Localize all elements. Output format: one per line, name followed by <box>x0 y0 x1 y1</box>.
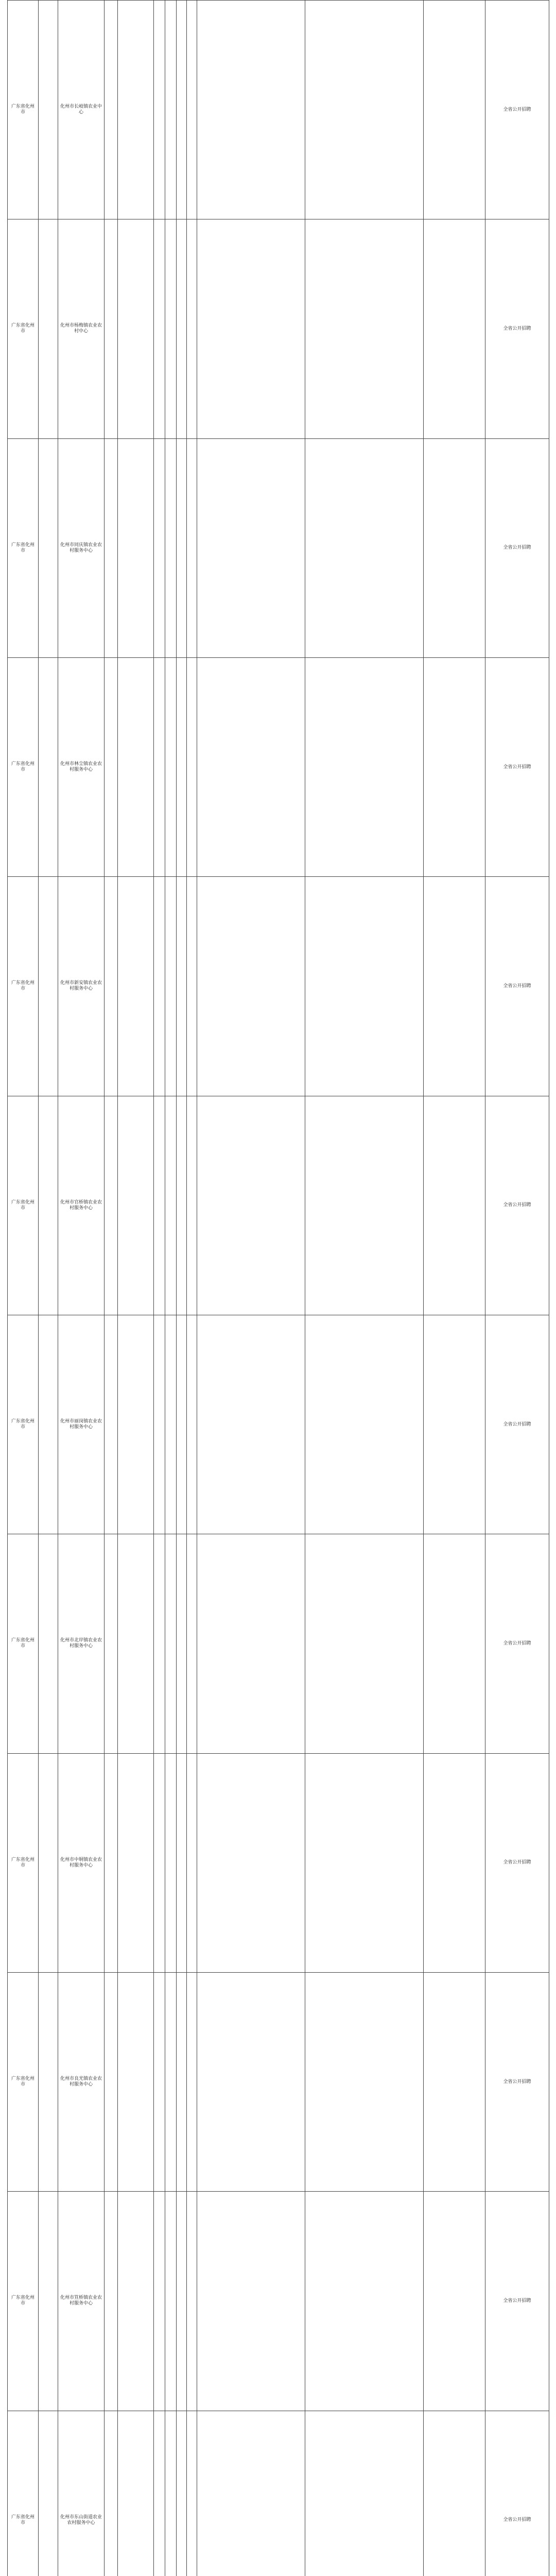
table-cell: 广东省化州市 <box>8 657 39 876</box>
table-row <box>8 877 549 1096</box>
table-cell <box>105 1 118 219</box>
table-cell <box>154 657 165 876</box>
table-cell: 化州市丽岗镇农业农村服务中心 <box>58 1315 105 1534</box>
table-cell <box>424 438 485 657</box>
table-cell <box>105 438 118 657</box>
table-cell <box>424 1753 485 1972</box>
table-cell <box>177 1315 187 1534</box>
table-cell: 广东省化州市 <box>8 2192 39 2411</box>
table-cell: 全省公开招聘 <box>485 2411 549 2576</box>
table-body <box>8 1 549 2576</box>
table-cell <box>197 1753 305 1972</box>
table-cell <box>118 1096 154 1315</box>
document <box>7 0 549 2576</box>
table-cell <box>187 657 197 876</box>
table-cell: 化州市杨梅镇农业农村中心 <box>58 219 105 438</box>
table-cell <box>177 438 187 657</box>
table-row <box>8 2411 549 2576</box>
table-cell <box>154 1 165 219</box>
table-cell <box>165 1 177 219</box>
table-cell <box>105 657 118 876</box>
table-cell <box>305 219 424 438</box>
table-cell <box>187 1534 197 1753</box>
table-cell <box>105 1096 118 1315</box>
table-cell <box>197 2411 305 2576</box>
table-row <box>8 219 549 438</box>
table-cell <box>177 2411 187 2576</box>
table-cell: 化州市长岐镇农业中心 <box>58 1 105 219</box>
table-cell: 化州市官桥镇农业农村服务中心 <box>58 1096 105 1315</box>
table-cell <box>197 1972 305 2191</box>
table-cell <box>177 1753 187 1972</box>
table-cell <box>187 1315 197 1534</box>
table-cell <box>305 877 424 1096</box>
table-cell <box>197 438 305 657</box>
table-cell: 广东省化州市 <box>8 2411 39 2576</box>
table-row <box>8 1 549 219</box>
table-cell <box>165 1534 177 1753</box>
table-cell <box>424 2411 485 2576</box>
table-cell <box>39 1753 58 1972</box>
table-cell <box>118 2192 154 2411</box>
table-cell <box>165 219 177 438</box>
table-cell: 广东省化州市 <box>8 438 39 657</box>
table-cell <box>177 1096 187 1315</box>
table-cell <box>165 1096 177 1315</box>
table-cell <box>305 438 424 657</box>
table-cell <box>118 1534 154 1753</box>
table-cell <box>197 1096 305 1315</box>
table-cell <box>165 877 177 1096</box>
table-cell <box>177 219 187 438</box>
table-cell <box>305 1972 424 2191</box>
table-row <box>8 1315 549 1534</box>
table-cell <box>118 877 154 1096</box>
table-cell <box>424 1534 485 1753</box>
table-cell <box>424 1972 485 2191</box>
table-cell <box>154 1315 165 1534</box>
table-cell <box>105 219 118 438</box>
table-cell: 广东省化州市 <box>8 1534 39 1753</box>
table-cell <box>305 1096 424 1315</box>
table-cell: 化州市林尘镇农业农村服务中心 <box>58 657 105 876</box>
table-cell: 广东省化州市 <box>8 1972 39 2191</box>
table-cell <box>105 1315 118 1534</box>
table-cell <box>165 2411 177 2576</box>
table-cell <box>118 2411 154 2576</box>
table-cell <box>39 438 58 657</box>
table-cell <box>305 657 424 876</box>
table-cell <box>305 1753 424 1972</box>
table-cell <box>197 1315 305 1534</box>
table-cell <box>154 219 165 438</box>
table-cell <box>154 1753 165 1972</box>
table-cell <box>154 1096 165 1315</box>
table-cell <box>197 219 305 438</box>
table-cell <box>424 657 485 876</box>
table-cell <box>165 438 177 657</box>
table-cell <box>154 1534 165 1753</box>
table-row <box>8 1753 549 1972</box>
table-cell: 全省公开招聘 <box>485 657 549 876</box>
table-cell: 全省公开招聘 <box>485 1972 549 2191</box>
table-row <box>8 1096 549 1315</box>
table-cell <box>105 877 118 1096</box>
table-cell <box>118 1315 154 1534</box>
table-cell <box>118 1753 154 1972</box>
table-cell: 广东省化州市 <box>8 877 39 1096</box>
table-cell <box>305 2411 424 2576</box>
table-cell: 化州市同庆镇农业农村服务中心 <box>58 438 105 657</box>
table-cell <box>39 1534 58 1753</box>
table-cell <box>197 1 305 219</box>
table-cell: 全省公开招聘 <box>485 219 549 438</box>
table-cell <box>305 1534 424 1753</box>
table-cell: 全省公开招聘 <box>485 1753 549 1972</box>
table-row <box>8 2192 549 2411</box>
table-cell <box>105 1972 118 2191</box>
table-cell <box>187 1753 197 1972</box>
table-cell <box>197 2192 305 2411</box>
recruitment-table <box>7 0 549 2576</box>
table-cell <box>39 1972 58 2191</box>
table-cell <box>39 1 58 219</box>
table-row <box>8 438 549 657</box>
table-cell <box>154 438 165 657</box>
table-cell <box>118 438 154 657</box>
table-cell: 化州市中垌镇农业农村服务中心 <box>58 1753 105 1972</box>
table-cell: 化州市良光镇农业农村服务中心 <box>58 1972 105 2191</box>
table-cell <box>165 657 177 876</box>
table-cell <box>187 877 197 1096</box>
table-cell <box>154 1972 165 2191</box>
table-cell <box>105 1753 118 1972</box>
table-cell <box>118 1 154 219</box>
table-cell <box>105 2411 118 2576</box>
table-cell <box>305 2192 424 2411</box>
table-cell: 广东省化州市 <box>8 1096 39 1315</box>
table-cell: 化州市笪桥镇农业农村服务中心 <box>58 2192 105 2411</box>
table-cell <box>118 219 154 438</box>
table-cell: 全省公开招聘 <box>485 1534 549 1753</box>
table-cell <box>165 1315 177 1534</box>
table-cell <box>187 1 197 219</box>
table-cell: 全省公开招聘 <box>485 2192 549 2411</box>
table-cell <box>165 2192 177 2411</box>
table-cell <box>424 1096 485 1315</box>
table-cell <box>177 877 187 1096</box>
table-cell <box>39 2192 58 2411</box>
table-row <box>8 657 549 876</box>
table-row <box>8 1534 549 1753</box>
table-cell: 全省公开招聘 <box>485 438 549 657</box>
table-cell: 广东省化州市 <box>8 219 39 438</box>
table-cell <box>187 1096 197 1315</box>
table-cell <box>177 1534 187 1753</box>
table-cell <box>197 877 305 1096</box>
table-cell <box>305 1315 424 1534</box>
table-cell <box>177 1 187 219</box>
table-cell <box>424 877 485 1096</box>
table-cell <box>165 1972 177 2191</box>
table-cell <box>177 657 187 876</box>
table-cell <box>177 2192 187 2411</box>
table-cell <box>105 1534 118 1753</box>
table-cell <box>154 877 165 1096</box>
table-cell <box>105 2192 118 2411</box>
table-cell <box>424 219 485 438</box>
table-cell: 全省公开招聘 <box>485 877 549 1096</box>
table-cell: 广东省化州市 <box>8 1315 39 1534</box>
table-cell: 全省公开招聘 <box>485 1 549 219</box>
table-cell <box>39 2411 58 2576</box>
table-cell: 化州市北岸镇农业农村服务中心 <box>58 1534 105 1753</box>
table-row <box>8 1972 549 2191</box>
table-cell <box>187 438 197 657</box>
table-cell: 全省公开招聘 <box>485 1096 549 1315</box>
table-cell <box>118 1972 154 2191</box>
table-cell <box>197 657 305 876</box>
table-cell <box>424 1315 485 1534</box>
table-cell <box>187 219 197 438</box>
table-cell: 广东省化州市 <box>8 1 39 219</box>
table-cell <box>39 657 58 876</box>
table-cell <box>197 1534 305 1753</box>
table-cell <box>39 219 58 438</box>
table-cell <box>187 2192 197 2411</box>
table-cell <box>305 1 424 219</box>
table-cell <box>165 1753 177 1972</box>
table-cell: 化州市新安镇农业农村服务中心 <box>58 877 105 1096</box>
table-cell <box>177 1972 187 2191</box>
table-cell <box>424 1 485 219</box>
table-cell <box>154 2192 165 2411</box>
table-cell <box>154 2411 165 2576</box>
table-cell <box>118 657 154 876</box>
table-cell <box>187 1972 197 2191</box>
table-cell: 广东省化州市 <box>8 1753 39 1972</box>
table-cell <box>187 2411 197 2576</box>
table-cell <box>39 1096 58 1315</box>
table-cell: 全省公开招聘 <box>485 1315 549 1534</box>
table-cell: 化州市东山街道农业农村服务中心 <box>58 2411 105 2576</box>
table-cell <box>39 877 58 1096</box>
table-cell <box>39 1315 58 1534</box>
table-cell <box>424 2192 485 2411</box>
